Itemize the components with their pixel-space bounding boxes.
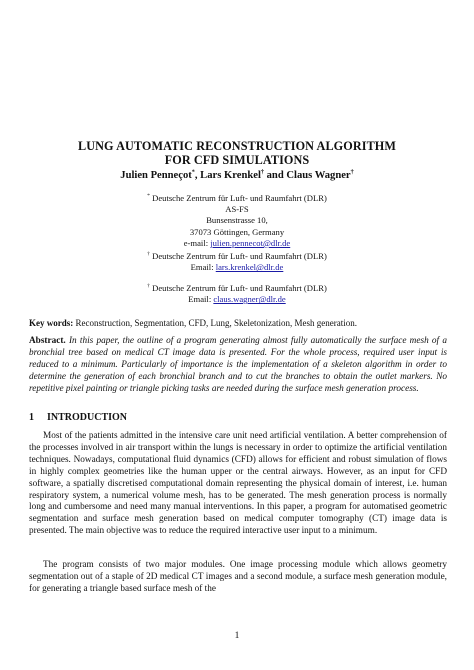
affiliation-1-line-4: 37073 Göttingen, Germany (189, 226, 285, 237)
author-3: Claus Wagner (286, 170, 351, 181)
author-1: Julien Penneçot (120, 170, 192, 181)
affiliation-3-email-link[interactable]: claus.wagner@dlr.de (213, 294, 286, 305)
author-separator: , (194, 170, 201, 181)
affiliation-1-mark: * (147, 193, 150, 200)
affiliation-2-mark: † (147, 251, 150, 258)
keywords-label: Key words: (29, 318, 74, 328)
keywords (29, 318, 447, 329)
author-2: Lars Krenkel (200, 170, 261, 181)
section-title: INTRODUCTION (47, 412, 128, 423)
section-heading (29, 412, 127, 424)
affiliation-2 (0, 251, 474, 273)
affiliation-3-email-label: Email: (188, 294, 214, 305)
affiliation-1-email-link[interactable]: julien.pennecot@dlr.de (210, 237, 291, 248)
affiliation-3 (0, 283, 474, 305)
author-list (0, 170, 474, 182)
section-number: 1 (29, 412, 34, 423)
author-and: and (263, 170, 287, 181)
author-3-mark: † (350, 168, 354, 176)
title-line-1: LUNG AUTOMATIC RECONSTRUCTION ALGORITHM (78, 139, 396, 153)
abstract (29, 336, 447, 396)
keywords-text: Reconstruction, Segmentation, CFD, Lung, Skeletonization, Mesh generation. (73, 318, 357, 328)
affiliation-3-line-1: Deutsche Zentrum für Luft- und Raumfahrt (DLR) (152, 283, 327, 293)
abstract-text: In this paper, the outline of a program generating almost fully automatically the surface mesh of a bronchial tree based on medical CT image data is presented. For the whole process, required user input is reduced to a minimum. Particularly of importance is the implementation of a skeleton algorithm in order to determine the generation of each bronchial branch and to cut the branches to obtain the outlet markers. No repetitive pixel painting or triangle picking tasks are needed during the surface mesh generation process. (29, 336, 447, 394)
page-number: 1 (234, 631, 240, 641)
affiliation-1 (0, 193, 474, 249)
affiliation-2-email-link[interactable]: lars.krenkel@dlr.de (215, 262, 284, 273)
title-line-2: FOR CFD SIMULATIONS (164, 153, 310, 167)
affiliation-1-line-1: Deutsche Zentrum für Luft- und Raumfahrt (DLR) (152, 193, 327, 203)
author-2-mark: † (260, 168, 264, 176)
affiliation-1-line-2: AS-FS (225, 204, 249, 215)
author-1-mark: * (191, 168, 195, 176)
affiliation-2-line-1: Deutsche Zentrum für Luft- und Raumfahrt (DLR) (152, 251, 327, 261)
abstract-label: Abstract. (29, 336, 66, 346)
affiliation-1-email-label: e-mail: (183, 237, 211, 248)
affiliation-2-email-label: Email: (190, 262, 216, 273)
paper-title (0, 139, 474, 167)
affiliation-3-mark: † (147, 283, 150, 290)
intro-paragraph-1: Most of the patients admitted in the intensive care unit need artificial ventilation. A better comprehension of the processes involved in air transport within the lungs is necessary in order to optimize the artificial ventilation techniques. Nowadays, computational fluid dynamics (CFD) allows for efficient and robust simulation of flows in highly complex geometries like the human upper or the central airways. However, as an input for CFD software, a spatially discretised computational domain representing the physical domain of interest, i.e. human respiratory system, a numerical volume mesh, has to be generated. The mesh generation process is normally long and cumbersome and need many manual interventions. In this paper, a program for automatised geometric segmentation and surface mesh generation based on medical computer tomography (CT) image data is presented. The main objective was to reduce the required interactive user input to a minimum. (29, 431, 447, 537)
affiliation-1-line-3: Bunsenstrasse 10, (206, 215, 268, 226)
intro-paragraph-2: The program consists of two major modules. One image processing module which allows geometry segmentation out of a staple of 2D medical CT images and a second module, a surface mesh generation module, for generating a triangle based surface mesh of the (29, 560, 447, 594)
